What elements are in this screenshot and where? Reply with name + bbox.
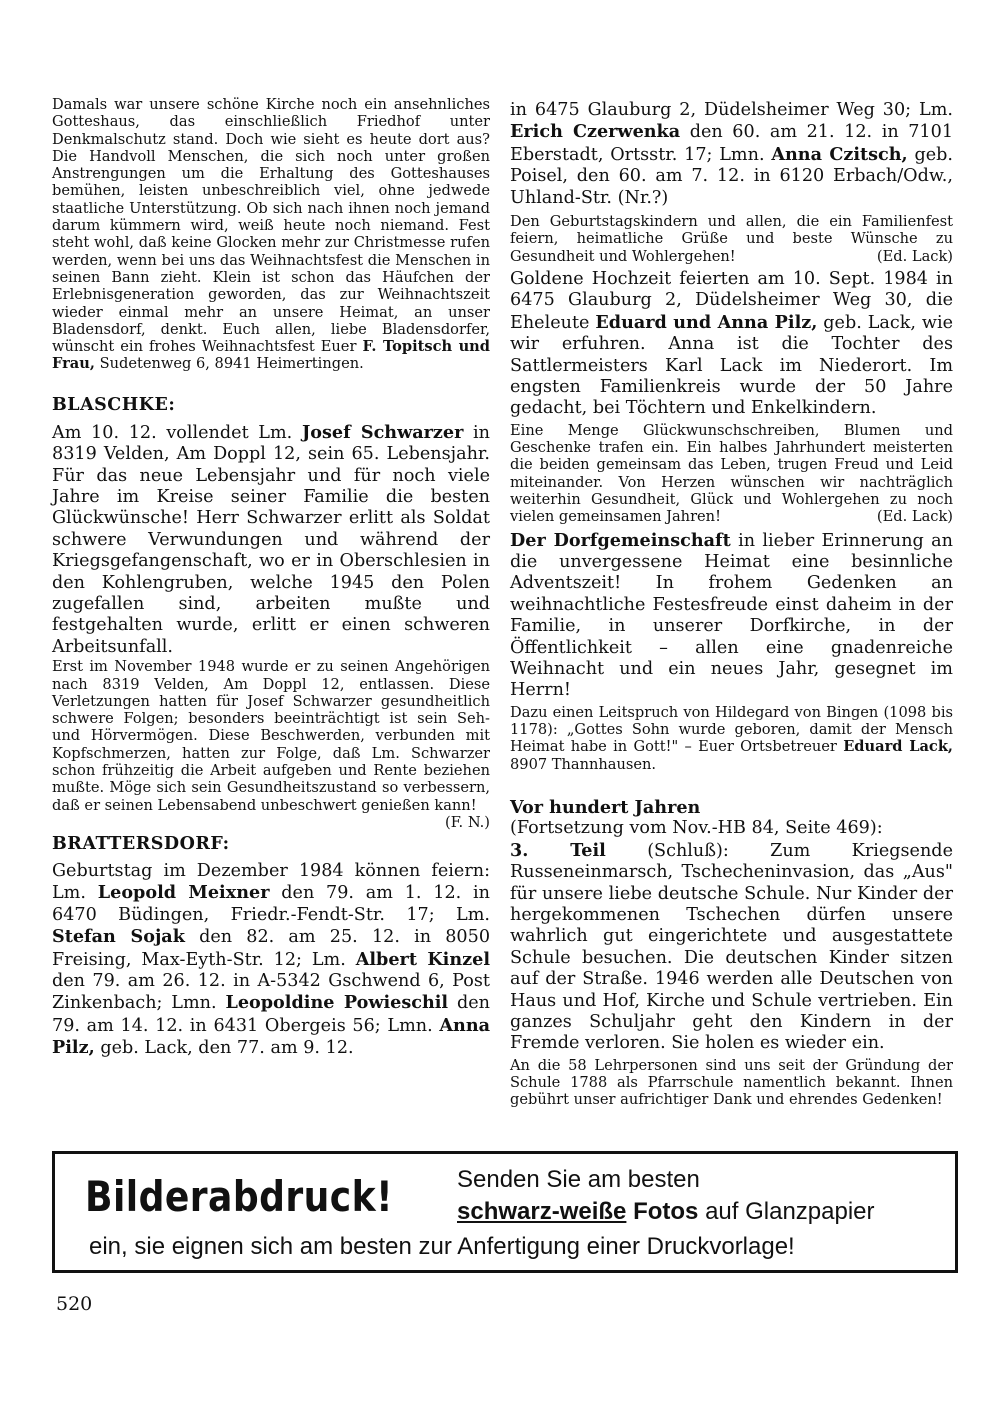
notice-headline: Bilderabdruck! [85, 1172, 394, 1221]
blaschke-paragraph-2: Erst im November 1948 wurde er zu seinen Angehörigen nach 8319 Velden, Am Doppl 12, entlassen. Diese Verletzungen hatten für Josef Schwarzer gesundheitlich schwere Folgen; besonders beeinträchtigt ist sein Seh- und Hörvermögen. Diese Beschwerden, verbunden mit Kopfschmerzen, hatten zur Folge, daß Lm. Schwarzer schon frühzeitig die Arbeit aufgeben und Rente beziehen mußte. Möge sich sein Gesundheitszustand so verbessern, daß er seinen Lebensabend unbeschwert genießen kann! (F. N.) [52, 658, 490, 831]
blaschke-paragraph: Am 10. 12. vollendet Lm. Josef Schwarzer in 8319 Velden, Am Doppl 12, sein 65. Lebensjahr. Für das neue Lebensjahr und für noch viele Jahre im Kreise seiner Familie die besten Glückwünsche! Herr Schwarzer erlitt als Soldat schwere Verwundungen und während der Kriegsgefangenschaft, wo er in Oberschlesien in den Kohlengruben, welche 1945 den Polen zugefallen sind, arbeiten mußte und festgehalten wurde, erlitt er einen schweren Arbeitsunfall. [52, 421, 490, 657]
village-community-paragraph: Der Dorfgemeinschaft in lieber Erinnerung an die unvergessene Heimat eine besinnliche Adventszeit! In frohem Gedenken an weihnachtliche Festesfreude einst daheim in der Familie, in unserer Dorfkirche, in der Öffentlichkeit – allen eine gnadenreiche Weihnacht und ein neues Jahr, gesegnet im Herrn! [510, 529, 953, 701]
page-number: 520 [56, 1293, 93, 1315]
vor-hundert-jahren-subtitle: (Fortsetzung vom Nov.-HB 84, Seite 469): [510, 818, 883, 839]
notice-line-2: schwarz-weiße Fotos auf Glanzpapier [457, 1198, 875, 1225]
signature: (Ed. Lack) [876, 247, 953, 265]
bold-lead: Der Dorfgemeinschaft [510, 529, 731, 551]
motto-paragraph: Dazu einen Leitspruch von Hildegard von Bingen (1098 bis 1178): „Gottes Sohn wurde geboren, damit der Mensch Heimat habe in Gott!" – Euer Ortsbetreuer Eduard Lack, 8907 Thannhausen. [510, 703, 954, 773]
right-column [510, 100, 953, 1109]
brattersdorf-heading: BRATTERSDORF: [52, 833, 230, 854]
person-name: Erich Czerwenka [510, 121, 681, 143]
vor-hundert-jahren-heading: Vor hundert Jahren [510, 796, 701, 818]
brattersdorf-paragraph: Geburtstag im Dezember 1984 können feiern: Lm. Leopold Meixner den 79. am 1. 12. in 6470 Büdingen, Friedr.-Fendt-Str. 17; Lm. Stefan Sojak den 82. am 25. 12. in 8050 Freising, Max-Eyth-Str. 12; Lm. Albert Kinzel den 79. am 26. 12. in A-5342 Gschwend 6, Post Zinkenbach; Lmn. Leopoldine Powieschil den 79. am 14. 12. in 6431 Obergeis 56; Lmn. Anna Pilz, geb. Lack, den 77. am 9. 12. [52, 860, 491, 1059]
person-name: Leopold Meixner [97, 882, 270, 904]
notice-line-3: ein, sie eignen sich am besten zur Anfertigung einer Druckvorlage! [89, 1233, 795, 1260]
person-name: Albert Kinzel [355, 948, 490, 970]
notice-line-1: Senden Sie am besten [457, 1166, 700, 1193]
signature: (Ed. Lack) [876, 508, 953, 526]
greetings-paragraph: Den Geburtstagskindern und allen, die ein Familienfest feiern, heimatliche Grüße und beste Wünsche zu Gesundheit und Wohlergehen! (Ed. Lack) [510, 213, 953, 265]
part-label: 3. Teil [510, 839, 606, 861]
birthday-list-continued: in 6475 Glauburg 2, Düdelsheimer Weg 30; Lm. Erich Czerwenka den 60. am 21. 12. in 7101 Eberstadt, Ortsstr. 17; Lmn. Anna Czitsch, geb. Poisel, den 60. am 7. 12. in 6120 Erbach/Odw., Uhland-Str. (Nr.?) [510, 100, 954, 208]
golden-wedding-paragraph: Goldene Hochzeit feierten am 10. Sept. 1984 in 6475 Glauburg 2, Düdelsheimer Weg 30, die Eheleute Eduard und Anna Pilz, geb. Lack, wie wir erfuhren. Anna ist die Tochter des Sattlermeisters Karl Lack im Niederort. Im engsten Familienkreis wurde der 50 Jahre gedacht, bei Töchtern und Enkelkindern. [510, 268, 953, 419]
teachers-paragraph: An die 58 Lehrpersonen sind uns seit der Gründung der Schule 1788 als Pfarrschule namentlich bekannt. Ihnen gebührt unser aufrichtiger Dank und ehrendes Gedenken! [510, 1056, 953, 1109]
person-name: Anna Pilz, [52, 1014, 491, 1059]
person-name: Anna Czitsch, [771, 143, 908, 165]
sender-name: F. Topitsch und Frau, [52, 338, 490, 373]
photo-notice-box [52, 1151, 958, 1273]
person-name: Josef Schwarzer [301, 421, 464, 443]
person-name: Eduard Lack, [843, 738, 954, 756]
person-name: Leopoldine Powieschil [225, 992, 449, 1014]
signature: (F. N.) [445, 813, 490, 831]
person-name: Eduard und Anna Pilz, [595, 311, 818, 333]
vor-hundert-jahren-paragraph: 3. Teil (Schluß): Zum Kriegsende Russeneinmarsch, Tschecheninvasion, das „Aus" für unsere liebe deutsche Schule. Nur Kinder der hergekommenen Tschechen dürfen unsere wahrlich gut eingerichtete und ausgestattete Schule besuchen. Die deutschen Kinder sitzen auf der Straße. 1946 werden alle Deutschen von Haus und Hof, Kirche und Schule vertrieben. Ein ganzes Schuljahr geht den Kindern in der Fremde verloren. Sie holen es wieder ein. [510, 839, 953, 1054]
intro-paragraph: Damals war unsere schöne Kirche noch ein ansehnliches Gotteshaus, das einschließlich Friedhof unter Denkmalschutz stand. Doch wie sieht es heute dort aus? Die Handvoll Menschen, die sich noch unter großen Anstrengungen um die Erhaltung des Gotteshauses bemühen, leisten unbeschreiblich viel, ohne jedwede staatliche Unterstützung. Ob sich nach ihnen noch jemand darum kümmern wird, weiß heute noch niemand. Fest steht wohl, daß keine Glocken mehr zur Christmesse rufen werden, wenn bei uns das Weihnachtsfest die Menschen in seinen Bann zieht. Klein ist schon das Häufchen der Erlebnisgeneration geworden, das zur Weihnachtszeit wieder einmal mehr an unsere Heimat, an unser Bladensdorf, denkt. Euch allen, liebe Bladensdorfer, wünscht ein frohes Weihnachtsfest Euer F. Topitsch und Frau, Sudetenweg 6, 8941 Heimertingen. [52, 96, 490, 373]
blaschke-heading: BLASCHKE: [52, 394, 176, 415]
left-column [52, 96, 490, 1060]
person-name: Stefan Sojak [52, 926, 185, 948]
congrats-paragraph: Eine Menge Glückwunschschreiben, Blumen und Geschenke trafen ein. Ein halbes Jahrhundert meisterten die beiden gemeinsam das Leben, trugen Freud und Leid miteinander. Von Herzen wünschen wir nachträglich weiterhin Gesundheit, Glück und Wohlergehen zu noch vielen gemeinsamen Jahren! (Ed. Lack) [510, 421, 953, 526]
